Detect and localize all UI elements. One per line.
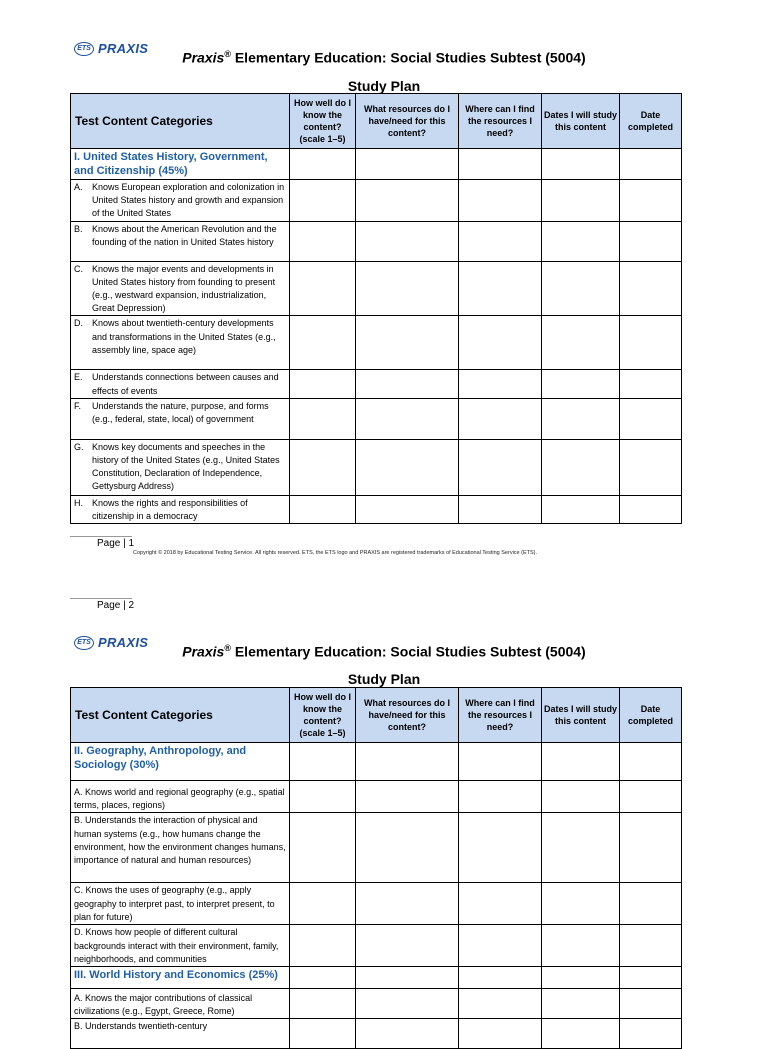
entry-cell[interactable]: [459, 261, 542, 316]
entry-cell[interactable]: [620, 316, 682, 370]
item-text: Knows key documents and speeches in the history of the United States (e.g., United States Constitution, Declaration of Independence, Gettysburg Address): [92, 441, 280, 492]
entry-cell[interactable]: [459, 316, 542, 370]
header-where-find: Where can I find the resources I need?: [459, 688, 542, 743]
table-row: [71, 316, 682, 370]
entry-cell[interactable]: [542, 925, 620, 967]
ets-logo-mark: ETS: [74, 42, 94, 56]
header-where-find: Where can I find the resources I need?: [459, 94, 542, 149]
entry-cell[interactable]: [356, 743, 459, 781]
entry-cell[interactable]: [542, 398, 620, 439]
entry-cell[interactable]: [459, 370, 542, 398]
entry-cell[interactable]: [620, 370, 682, 398]
table-row: [71, 925, 682, 967]
entry-cell[interactable]: [620, 925, 682, 967]
header-how-well: How well do I know the content? (scale 1–5): [290, 688, 356, 743]
section-heading: I. United States History, Government, and Citizenship (45%): [71, 149, 290, 180]
entry-cell[interactable]: [620, 813, 682, 883]
table-row-section: [71, 743, 682, 781]
section-heading: III. World History and Economics (25%): [71, 967, 290, 989]
footer-page-number: Page | 1: [97, 538, 135, 549]
entry-cell[interactable]: [356, 180, 459, 222]
entry-cell[interactable]: [290, 743, 356, 781]
item-text: Knows the major events and developments in United States history from founding to present (e.g., westward expansion, industrialization, Great Depression): [92, 263, 276, 314]
entry-cell[interactable]: [459, 149, 542, 180]
item-text: Understands the nature, purpose, and forms (e.g., federal, state, local) of government: [92, 400, 269, 425]
header-resources: What resources do I have/need for this content?: [356, 688, 459, 743]
header-how-well: How well do I know the content? (scale 1–5): [290, 94, 356, 149]
entry-cell[interactable]: [356, 221, 459, 261]
table-row: [71, 989, 682, 1019]
entry-cell[interactable]: [356, 439, 459, 495]
entry-cell[interactable]: [542, 149, 620, 180]
entry-cell[interactable]: [459, 1019, 542, 1049]
item-letter: B.: [74, 223, 83, 234]
item-text: Understands connections between causes and effects of events: [92, 372, 279, 396]
item-letter: C.: [74, 263, 83, 274]
entry-cell[interactable]: [542, 439, 620, 495]
item-text: B. Understands the interaction of physical and human systems (e.g., how humans change the environment, how the environment changes humans, importance of natural and human resources): [71, 813, 290, 883]
table-row-section: [71, 149, 682, 180]
entry-cell[interactable]: [459, 180, 542, 222]
entry-cell[interactable]: [356, 261, 459, 316]
header-date-completed: Date completed: [620, 94, 682, 149]
entry-cell[interactable]: [459, 743, 542, 781]
entry-cell[interactable]: [620, 989, 682, 1019]
item-text: B. Understands twentieth-century: [71, 1019, 290, 1049]
entry-cell[interactable]: [459, 398, 542, 439]
copyright-notice: Copyright © 2018 by Educational Testing Service. All rights reserved. ETS, the ETS logo and PRAXIS are registered trademarks of Educational Testing Service (ETS).: [133, 550, 538, 556]
entry-cell[interactable]: [542, 1019, 620, 1049]
item-text: Knows European exploration and colonization in United States history and growth and expansion of the United States: [92, 182, 285, 219]
entry-cell[interactable]: [542, 261, 620, 316]
entry-cell[interactable]: [620, 439, 682, 495]
entry-cell[interactable]: [542, 967, 620, 989]
entry-cell[interactable]: [290, 180, 356, 222]
entry-cell[interactable]: [356, 967, 459, 989]
entry-cell[interactable]: [620, 1019, 682, 1049]
study-plan-heading: Study Plan: [347, 671, 421, 687]
item-letter: D.: [74, 318, 83, 329]
entry-cell[interactable]: [620, 781, 682, 813]
header-resources: What resources do I have/need for this content?: [356, 94, 459, 149]
entry-cell[interactable]: [290, 261, 356, 316]
page-title: Praxis® Elementary Education: Social Studies Subtest (5004): [182, 49, 586, 66]
entry-cell[interactable]: [542, 781, 620, 813]
entry-cell[interactable]: [356, 398, 459, 439]
entry-cell[interactable]: [356, 925, 459, 967]
praxis-logo-text: PRAXIS: [98, 41, 149, 56]
entry-cell[interactable]: [542, 180, 620, 222]
header-page-number: Page | 2: [97, 600, 135, 611]
entry-cell[interactable]: [542, 743, 620, 781]
entry-cell[interactable]: [459, 781, 542, 813]
entry-cell[interactable]: [620, 883, 682, 925]
table-row: [71, 813, 682, 883]
entry-cell[interactable]: [542, 883, 620, 925]
entry-cell[interactable]: [459, 439, 542, 495]
entry-cell[interactable]: [356, 989, 459, 1019]
entry-cell[interactable]: [290, 989, 356, 1019]
entry-cell[interactable]: [459, 925, 542, 967]
item-letter: F.: [74, 400, 82, 411]
entry-cell[interactable]: [356, 370, 459, 398]
entry-cell[interactable]: [290, 967, 356, 989]
header-study-dates: Dates I will study this content: [542, 688, 620, 743]
entry-cell[interactable]: [620, 967, 682, 989]
entry-cell[interactable]: [620, 180, 682, 222]
footer-rule: [70, 536, 132, 537]
table-row: [71, 883, 682, 925]
table-row: [71, 221, 682, 261]
entry-cell[interactable]: [356, 883, 459, 925]
entry-cell[interactable]: [290, 398, 356, 439]
entry-cell[interactable]: [542, 370, 620, 398]
entry-cell[interactable]: [290, 495, 356, 523]
table-row: [71, 398, 682, 439]
entry-cell[interactable]: [459, 883, 542, 925]
header-study-dates: Dates I will study this content: [542, 94, 620, 149]
item-text: Knows about the American Revolution and the founding of the nation in United States history: [92, 223, 277, 247]
entry-cell[interactable]: [620, 149, 682, 180]
entry-cell[interactable]: [356, 813, 459, 883]
entry-cell[interactable]: [290, 149, 356, 180]
page-title: Praxis® Elementary Education: Social Studies Subtest (5004): [182, 643, 586, 660]
entry-cell[interactable]: [356, 316, 459, 370]
entry-cell[interactable]: [542, 813, 620, 883]
header-date-completed: Date completed: [620, 688, 682, 743]
entry-cell[interactable]: [620, 221, 682, 261]
entry-cell[interactable]: [542, 495, 620, 523]
entry-cell[interactable]: [290, 781, 356, 813]
header-categories: Test Content Categories: [71, 94, 290, 149]
table-row: [71, 261, 682, 316]
study-plan-heading: Study Plan: [347, 78, 421, 94]
table-row: [71, 439, 682, 495]
item-text: A. Knows the major contributions of classical civilizations (e.g., Egypt, Greece, Rome): [71, 989, 290, 1019]
item-letter: A.: [74, 182, 83, 192]
entry-cell[interactable]: [620, 743, 682, 781]
entry-cell[interactable]: [620, 261, 682, 316]
study-plan-table-1: [70, 93, 682, 524]
ets-logo-mark: ETS: [74, 636, 94, 650]
entry-cell[interactable]: [356, 1019, 459, 1049]
header-categories: Test Content Categories: [71, 688, 290, 743]
entry-cell[interactable]: [290, 883, 356, 925]
table-row: [71, 370, 682, 398]
table-row: [71, 180, 682, 222]
entry-cell[interactable]: [290, 925, 356, 967]
item-text: Knows the rights and responsibilities of citizenship in a democracy: [92, 497, 248, 522]
entry-cell[interactable]: [290, 1019, 356, 1049]
entry-cell[interactable]: [459, 967, 542, 989]
section-heading: II. Geography, Anthropology, and Sociology (30%): [71, 743, 290, 781]
entry-cell[interactable]: [356, 781, 459, 813]
entry-cell[interactable]: [356, 495, 459, 523]
entry-cell[interactable]: [542, 221, 620, 261]
item-text: D. Knows how people of different cultural backgrounds interact with their environment, family, neighborhoods, and communities: [71, 925, 290, 967]
entry-cell[interactable]: [459, 813, 542, 883]
entry-cell[interactable]: [290, 439, 356, 495]
entry-cell[interactable]: [542, 989, 620, 1019]
entry-cell[interactable]: [620, 495, 682, 523]
table-row-section: [71, 967, 682, 989]
entry-cell[interactable]: [459, 221, 542, 261]
study-plan-table-2: [70, 687, 682, 1049]
entry-cell[interactable]: [620, 398, 682, 439]
item-letter: H.: [74, 497, 83, 508]
entry-cell[interactable]: [459, 989, 542, 1019]
table-row: [71, 781, 682, 813]
entry-cell[interactable]: [290, 221, 356, 261]
item-text: A. Knows world and regional geography (e.g., spatial terms, places, regions): [71, 781, 290, 813]
item-text: C. Knows the uses of geography (e.g., apply geography to interpret past, to interpret present, to plan for future): [71, 883, 290, 925]
item-letter: E.: [74, 372, 83, 383]
item-text: Knows about twentieth-century developments and transformations in the United States (e.g., assembly line, space age): [92, 318, 276, 355]
item-letter: G.: [74, 441, 84, 452]
entry-cell[interactable]: [356, 149, 459, 180]
header-rule: [70, 598, 132, 599]
praxis-logo-text: PRAXIS: [98, 635, 149, 650]
table-row: [71, 1019, 682, 1049]
entry-cell[interactable]: [459, 495, 542, 523]
entry-cell[interactable]: [290, 813, 356, 883]
entry-cell[interactable]: [542, 316, 620, 370]
table-row: [71, 495, 682, 523]
entry-cell[interactable]: [290, 370, 356, 398]
entry-cell[interactable]: [290, 316, 356, 370]
